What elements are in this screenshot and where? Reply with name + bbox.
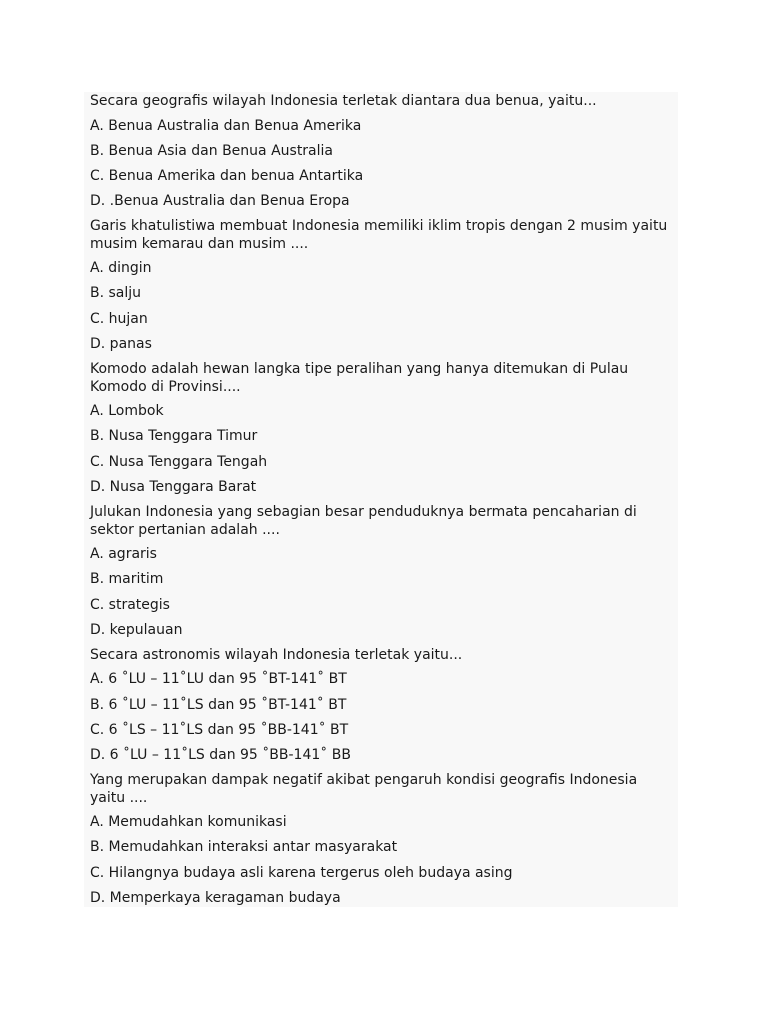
question-3-option-c: C. Nusa Tenggara Tengah	[90, 454, 268, 470]
question-5: Secara astronomis wilayah Indonesia terletak yaitu...	[90, 647, 463, 663]
question-4-option-a: A. agraris	[90, 546, 157, 562]
question-4: Julukan Indonesia yang sebagian besar penduduknya bermata pencaharian di sektor pertanian adalah ....	[90, 504, 637, 538]
question-3-option-b: B. Nusa Tenggara Timur	[90, 428, 258, 444]
question-3-option-d: D. Nusa Tenggara Barat	[90, 479, 257, 495]
question-6-option-a: A. Memudahkan komunikasi	[90, 814, 287, 830]
document-page	[84, 92, 678, 907]
question-1-option-a: A. Benua Australia dan Benua Amerika	[90, 118, 362, 134]
question-2-option-d: D. panas	[90, 336, 152, 352]
question-4-option-c: C. strategis	[90, 597, 170, 613]
question-6-option-d: D. Memperkaya keragaman budaya	[90, 890, 341, 906]
question-6: Yang merupakan dampak negatif akibat pengaruh kondisi geografis Indonesia yaitu ....	[90, 772, 638, 806]
question-1-option-d: D. .Benua Australia dan Benua Eropa	[90, 193, 350, 209]
question-5-option-d: D. 6 ˚LU – 11˚LS dan 95 ˚BB-141˚ BB	[90, 747, 351, 763]
question-6-option-c: C. Hilangnya budaya asli karena tergerus oleh budaya asing	[90, 865, 513, 881]
question-1: Secara geografis wilayah Indonesia terletak diantara dua benua, yaitu...	[90, 93, 597, 109]
question-2-option-a: A. dingin	[90, 260, 152, 276]
question-2-option-c: C. hujan	[90, 311, 148, 327]
question-5-option-c: C. 6 ˚LS – 11˚LS dan 95 ˚BB-141˚ BT	[90, 722, 349, 738]
question-5-option-b: B. 6 ˚LU – 11˚LS dan 95 ˚BT-141˚ BT	[90, 697, 347, 713]
question-3-option-a: A. Lombok	[90, 403, 164, 419]
question-2: Garis khatulistiwa membuat Indonesia memiliki iklim tropis dengan 2 musim yaitu musim kemarau dan musim ....	[90, 218, 668, 252]
question-4-option-d: D. kepulauan	[90, 622, 183, 638]
question-4-option-b: B. maritim	[90, 571, 164, 587]
question-6-option-b: B. Memudahkan interaksi antar masyarakat	[90, 839, 398, 855]
question-5-option-a: A. 6 ˚LU – 11˚LU dan 95 ˚BT-141˚ BT	[90, 671, 347, 687]
question-1-option-b: B. Benua Asia dan Benua Australia	[90, 143, 333, 159]
question-2-option-b: B. salju	[90, 285, 142, 301]
question-1-option-c: C. Benua Amerika dan benua Antartika	[90, 168, 364, 184]
question-3: Komodo adalah hewan langka tipe peralihan yang hanya ditemukan di Pulau Komodo di Provinsi....	[90, 361, 629, 395]
